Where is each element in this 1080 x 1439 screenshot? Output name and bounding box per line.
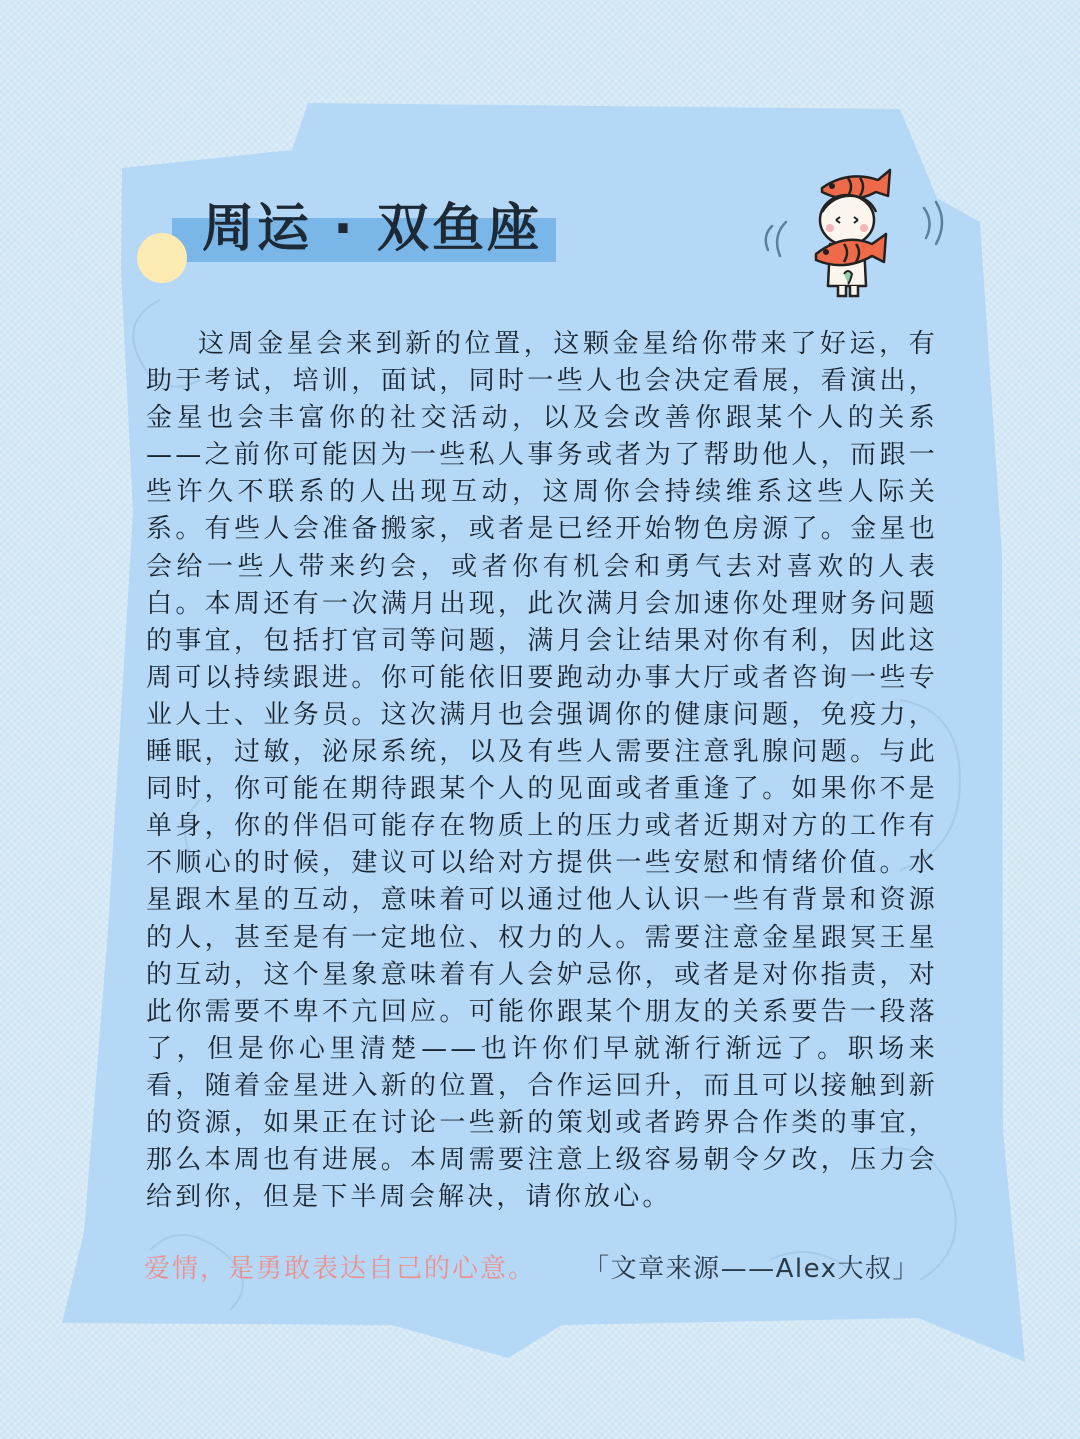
koi-fish-mascot-icon (752, 162, 952, 307)
article-body: 这周金星会来到新的位置，这颗金星给你带来了好运，有助于考试，培训，面试，同时一些人也会决定看展，看演出，金星也会丰富你的社交活动，以及会改善你跟某个人的关系——之前你可能因为一些私人事务或者为了帮助他人，而跟一些许久不联系的人出现互动，这周你会持续维系这些人际关系。有些人会准备搬家，或者是已经开始物色房源了。金星也会给一些人带来约会，或者你有机会和勇气去对喜欢的人表白。本周还有一次满月出现，此次满月会加速你处理财务问题的事宜，包括打官司等问题，满月会让结果对你有利，因此这周可以持续跟进。你可能依旧要跑动办事大厅或者咨询一些专业人士、业务员。这次满月也会强调你的健康问题，免疫力，睡眠，过敏，泌尿系统，以及有些人需要注意乳腺问题。与此同时，你可能在期待跟某个人的见面或者重逢了。如果你不是单身，你的伴侣可能存在物质上的压力或者近期对方的工作有不顺心的时候，建议可以给对方提供一些安慰和情绪价值。水星跟木星的互动，意味着可以通过他人认识一些有背景和资源的人，甚至是有一定地位、权力的人。需要注意金星跟冥王星的互动，这个星象意味着有人会妒忌你，或者是对你指责，对此你需要不卑不亢回应。可能你跟某个朋友的关系要告一段落了，但是你心里清楚——也许你们早就渐行渐远了。职场来看，随着金星进入新的位置，合作运回升，而且可以接触到新的资源，如果正在讨论一些新的策划或者跨界合作类的事宜，那么本周也有进展。本周需要注意上级容易朝令夕改，压力会给到你，但是下半周会解决，请你放心。 (146, 329, 938, 1213)
love-tip: 爱情，是勇敢表达自己的心意。 (144, 1254, 537, 1284)
article-source: 「文章来源——Alex大叔」 (583, 1254, 920, 1284)
page-title: 周运 · 双鱼座 (202, 199, 542, 259)
title-dot-icon (137, 233, 187, 283)
